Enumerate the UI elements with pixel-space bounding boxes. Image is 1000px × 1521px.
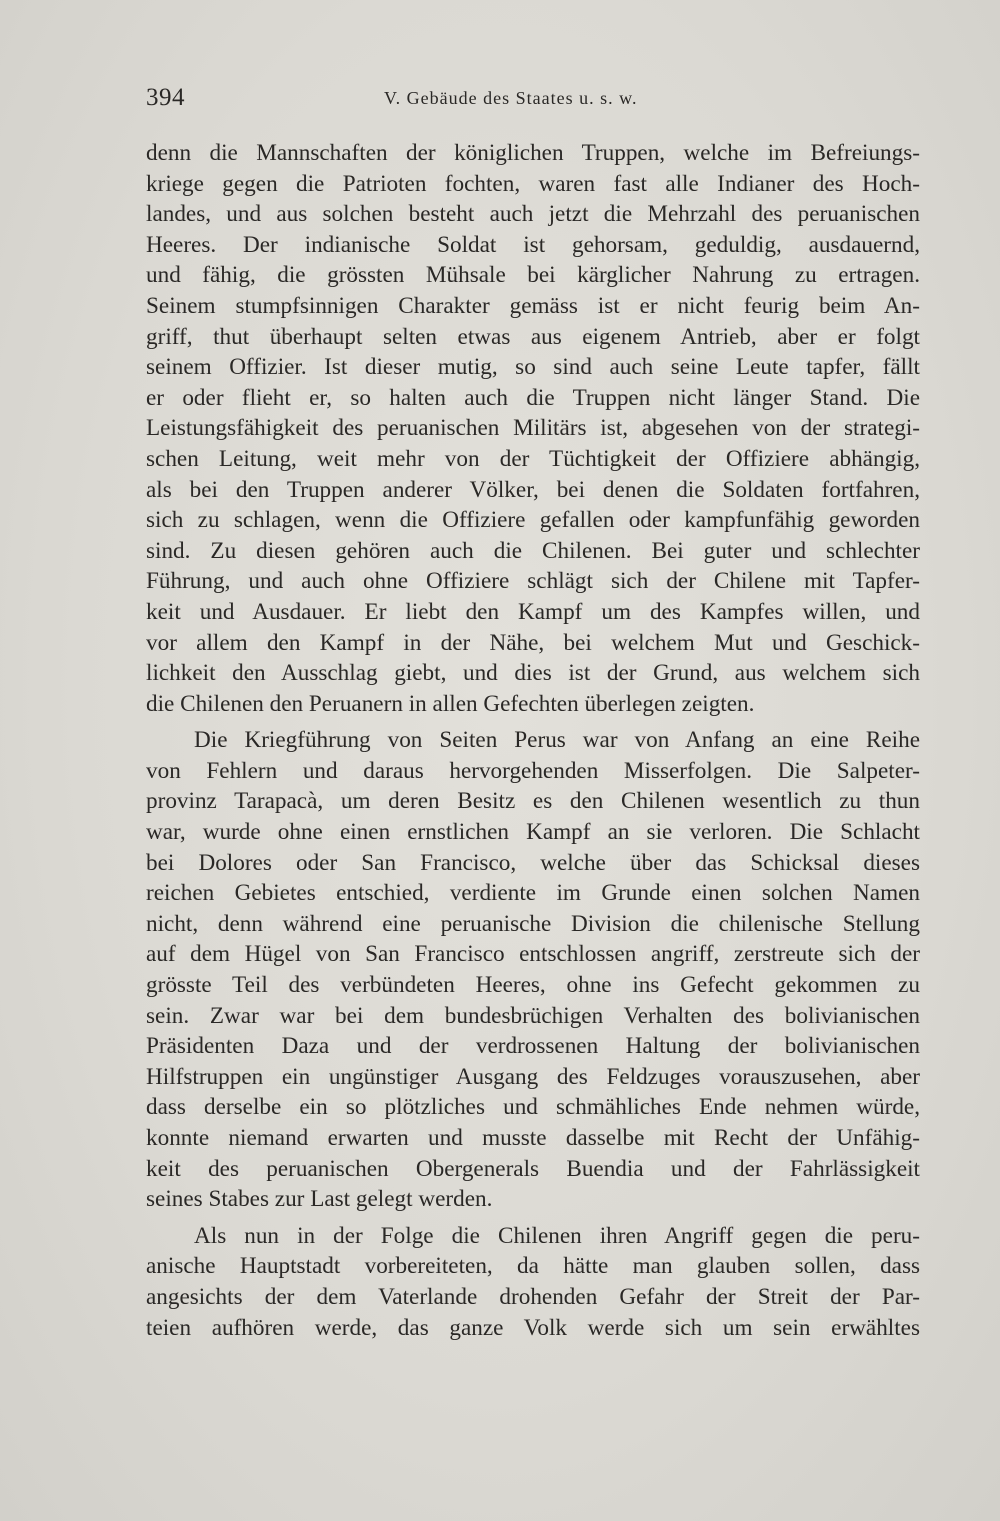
- text-line: von Fehlern und daraus hervorgehenden Misserfolgen. Die Salpeter-: [146, 757, 920, 784]
- page-number: 394: [146, 84, 185, 111]
- text-line: Seinem stumpfsinnigen Charakter gemäss ist er nicht feurig beim An-: [146, 292, 920, 319]
- text-line: angesichts der dem Vaterlande drohenden Gefahr der Streit der Par-: [146, 1283, 920, 1310]
- text-line: teien aufhören werde, das ganze Volk werde sich um sein erwähltes: [146, 1314, 920, 1341]
- text-line: provinz Tarapacà, um deren Besitz es den Chilenen wesentlich zu thun: [146, 788, 920, 815]
- text-line: die Chilenen den Peruanern in allen Gefechten überlegen zeigten.: [146, 690, 755, 717]
- text-line: denn die Mannschaften der königlichen Truppen, welche im Befreiungs-: [146, 140, 920, 166]
- text-line: griff, thut überhaupt selten etwas aus eigenem Antrieb, aber er folgt: [146, 323, 920, 350]
- text-line: nicht, denn während eine peruanische Division die chilenische Stellung: [146, 910, 920, 937]
- text-line: reichen Gebietes entschied, verdiente im Grunde einen solchen Namen: [146, 880, 920, 907]
- text-line: bei Dolores oder San Francisco, welche über das Schicksal dieses: [146, 849, 920, 876]
- paragraph: [146, 725, 920, 1215]
- text-line: seinem Offizier. Ist dieser mutig, so sind auch seine Leute tapfer, fällt: [146, 354, 920, 381]
- running-head: V. Gebäude des Staates u. s. w.: [384, 88, 638, 108]
- paragraph: [146, 1221, 920, 1343]
- page-header: [146, 84, 920, 124]
- text-line: vor allem den Kampf in der Nähe, bei welchem Mut und Geschick-: [146, 629, 920, 656]
- text-line: sein. Zwar war bei dem bundesbrüchigen Verhalten des bolivianischen: [146, 1002, 920, 1029]
- body-text: [146, 138, 920, 1343]
- text-line: lichkeit den Ausschlag giebt, und dies ist der Grund, aus welchem sich: [146, 660, 920, 687]
- text-line: Präsidenten Daza und der verdrossenen Haltung der bolivianischen: [146, 1033, 920, 1060]
- text-line: sind. Zu diesen gehören auch die Chilenen. Bei guter und schlechter: [146, 537, 920, 564]
- text-line: dass derselbe ein so plötzliches und schmähliches Ende nehmen würde,: [146, 1094, 920, 1121]
- text-line: seines Stabes zur Last gelegt werden.: [146, 1186, 493, 1213]
- text-line: keit und Ausdauer. Er liebt den Kampf um des Kampfes willen, und: [146, 598, 920, 625]
- text-line: Leistungsfähigkeit des peruanischen Militärs ist, abgesehen von der strategi-: [146, 415, 920, 442]
- text-line: Führung, und auch ohne Offiziere schlägt sich der Chilene mit Tapfer-: [146, 568, 920, 595]
- text-line: Heeres. Der indianische Soldat ist gehorsam, geduldig, ausdauernd,: [146, 231, 920, 258]
- text-line: Die Kriegführung von Seiten Perus war von Anfang an eine Reihe: [194, 727, 920, 754]
- text-line: als bei den Truppen anderer Völker, bei denen die Soldaten fortfahren,: [146, 476, 920, 503]
- text-line: landes, und aus solchen besteht auch jetzt die Mehrzahl des peruanischen: [146, 201, 920, 228]
- text-line: auf dem Hügel von San Francisco entschlossen angriff, zerstreute sich der: [146, 941, 920, 968]
- text-line: keit des peruanischen Obergenerals Buendia und der Fahrlässigkeit: [146, 1155, 920, 1182]
- text-line: sich zu schlagen, wenn die Offiziere gefallen oder kampfunfähig geworden: [146, 507, 920, 534]
- text-line: anische Hauptstadt vorbereiteten, da hätte man glauben sollen, dass: [146, 1253, 920, 1280]
- text-line: und fähig, die grössten Mühsale bei kärglicher Nahrung zu ertragen.: [146, 262, 920, 289]
- text-line: Hilfstruppen ein ungünstiger Ausgang des Feldzuges vorauszusehen, aber: [146, 1063, 920, 1090]
- text-line: kriege gegen die Patrioten fochten, waren fast alle Indianer des Hoch-: [146, 170, 920, 197]
- text-line: konnte niemand erwarten und musste dasselbe mit Recht der Unfähig-: [146, 1125, 920, 1151]
- text-line: Als nun in der Folge die Chilenen ihren Angriff gegen die peru-: [194, 1222, 920, 1249]
- text-line: war, wurde ohne einen ernstlichen Kampf an sie verloren. Die Schlacht: [146, 819, 920, 846]
- text-line: grösste Teil des verbündeten Heeres, ohne ins Gefecht gekommen zu: [146, 972, 920, 999]
- text-line: er oder flieht er, so halten auch die Truppen nicht länger Stand. Die: [146, 384, 920, 411]
- text-line: schen Leitung, weit mehr von der Tüchtigkeit der Offiziere abhängig,: [146, 445, 920, 472]
- paragraph: [146, 138, 920, 719]
